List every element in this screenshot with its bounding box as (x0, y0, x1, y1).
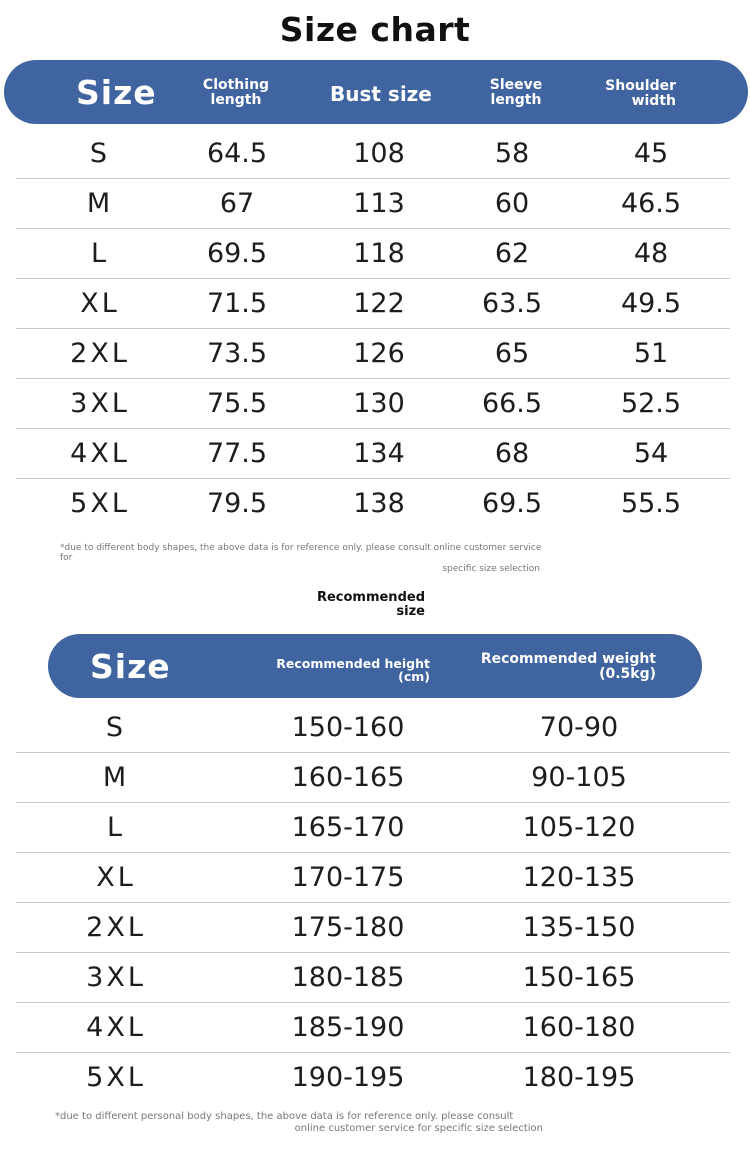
size-chart-note-line1: *due to different body shapes, the above data is for reference only. please consult online customer service for (60, 543, 542, 564)
sleeve-length-cell: 60 (494, 188, 530, 219)
table-row (16, 479, 730, 529)
header-sleeve-line1: Sleeve (489, 77, 543, 93)
size-cell: S (105, 712, 127, 743)
table-row (16, 129, 730, 179)
header-size: Size (90, 647, 171, 686)
header-shoulder-width (596, 79, 676, 108)
header-size: Size (76, 73, 157, 112)
size-cell: 5XL (86, 1062, 146, 1093)
bust-size-cell: 138 (353, 488, 405, 519)
size-cell: M (102, 762, 130, 793)
table-row (16, 379, 730, 429)
recommended-note-line1: *due to different personal body shapes, the above data is for reference only. please consult (55, 1111, 514, 1122)
size-cell: 3XL (70, 388, 130, 419)
clothing-length-cell: 69.5 (206, 238, 268, 269)
header-sleeve-length (476, 78, 556, 107)
size-chart-header (4, 60, 748, 124)
sleeve-length-cell: 58 (494, 138, 530, 169)
header-weight-line1: Recommended weight (480, 651, 656, 667)
height-cell: 175-180 (291, 912, 405, 943)
height-cell: 180-185 (291, 962, 405, 993)
shoulder-width-cell: 51 (633, 338, 669, 369)
table-row (16, 853, 730, 903)
size-chart-note (60, 543, 550, 574)
size-cell: XL (96, 862, 136, 893)
size-cell: L (90, 238, 110, 269)
height-cell: 160-165 (291, 762, 405, 793)
weight-cell: 90-105 (531, 762, 627, 793)
table-row (16, 803, 730, 853)
height-cell: 165-170 (291, 812, 405, 843)
header-sleeve-line2: length (490, 91, 542, 108)
height-cell: 190-195 (291, 1062, 405, 1093)
header-recommended-height (270, 657, 430, 683)
weight-cell: 120-135 (522, 862, 636, 893)
recommended-size-header (48, 634, 702, 698)
size-cell: L (106, 812, 126, 843)
size-cell: 4XL (86, 1012, 146, 1043)
clothing-length-cell: 67 (219, 188, 255, 219)
table-row (16, 279, 730, 329)
sleeve-length-cell: 69.5 (481, 488, 543, 519)
recommended-note-line2: online customer service for specific size selection (294, 1122, 543, 1134)
recommended-size-note (55, 1111, 555, 1134)
clothing-length-cell: 71.5 (206, 288, 268, 319)
clothing-length-cell: 64.5 (206, 138, 268, 169)
size-cell: XL (80, 288, 120, 319)
header-bust-size: Bust size (330, 82, 432, 106)
weight-cell: 180-195 (522, 1062, 636, 1093)
height-cell: 170-175 (291, 862, 405, 893)
sleeve-length-cell: 68 (494, 438, 530, 469)
size-cell: 2XL (86, 912, 146, 943)
sleeve-length-cell: 65 (494, 338, 530, 369)
table-row (16, 753, 730, 803)
header-clothing-line1: Clothing (202, 77, 270, 93)
size-cell: 4XL (70, 438, 130, 469)
size-cell: 2XL (70, 338, 130, 369)
sleeve-length-cell: 62 (494, 238, 530, 269)
sleeve-length-cell: 63.5 (481, 288, 543, 319)
size-chart-note-line2: specific size selection (442, 563, 540, 574)
shoulder-width-cell: 52.5 (620, 388, 682, 419)
shoulder-width-cell: 55.5 (620, 488, 682, 519)
header-clothing-line2: length (210, 91, 262, 108)
recommended-title-line2: size (396, 604, 425, 620)
size-cell: M (86, 188, 114, 219)
table-row (16, 179, 730, 229)
table-row (16, 1003, 730, 1053)
header-height-line2: (cm) (398, 669, 430, 685)
bust-size-cell: 108 (353, 138, 405, 169)
bust-size-cell: 134 (353, 438, 405, 469)
shoulder-width-cell: 49.5 (620, 288, 682, 319)
table-row (16, 329, 730, 379)
table-row (16, 953, 730, 1003)
size-cell: 5XL (70, 488, 130, 519)
clothing-length-cell: 77.5 (206, 438, 268, 469)
recommended-title-line1: Recommended (316, 590, 425, 605)
table-row (16, 429, 730, 479)
page-title: Size chart (279, 10, 471, 49)
recommended-size-title (310, 591, 425, 620)
header-height-line1: Recommended height (276, 656, 430, 671)
shoulder-width-cell: 46.5 (620, 188, 682, 219)
clothing-length-cell: 79.5 (206, 488, 268, 519)
table-row (16, 703, 730, 753)
bust-size-cell: 126 (353, 338, 405, 369)
bust-size-cell: 113 (353, 188, 405, 219)
clothing-length-cell: 73.5 (206, 338, 268, 369)
clothing-length-cell: 75.5 (206, 388, 268, 419)
shoulder-width-cell: 48 (633, 238, 669, 269)
height-cell: 150-160 (291, 712, 405, 743)
weight-cell: 70-90 (539, 712, 619, 743)
shoulder-width-cell: 54 (633, 438, 669, 469)
header-clothing-length (190, 78, 282, 107)
size-cell: S (89, 138, 111, 169)
table-row (16, 1053, 730, 1103)
height-cell: 185-190 (291, 1012, 405, 1043)
weight-cell: 105-120 (522, 812, 636, 843)
header-recommended-weight (458, 652, 656, 681)
weight-cell: 160-180 (522, 1012, 636, 1043)
shoulder-width-cell: 45 (633, 138, 669, 169)
recommended-size-rows (16, 703, 730, 1103)
size-chart-rows (16, 129, 730, 529)
bust-size-cell: 122 (353, 288, 405, 319)
sleeve-length-cell: 66.5 (481, 388, 543, 419)
table-row (16, 229, 730, 279)
bust-size-cell: 118 (353, 238, 405, 269)
weight-cell: 150-165 (522, 962, 636, 993)
weight-cell: 135-150 (522, 912, 636, 943)
header-shoulder-line1: Shoulder (605, 78, 676, 94)
header-shoulder-line2: width (631, 92, 676, 109)
size-cell: 3XL (86, 962, 146, 993)
bust-size-cell: 130 (353, 388, 405, 419)
table-row (16, 903, 730, 953)
header-weight-line2: (0.5kg) (599, 665, 656, 682)
